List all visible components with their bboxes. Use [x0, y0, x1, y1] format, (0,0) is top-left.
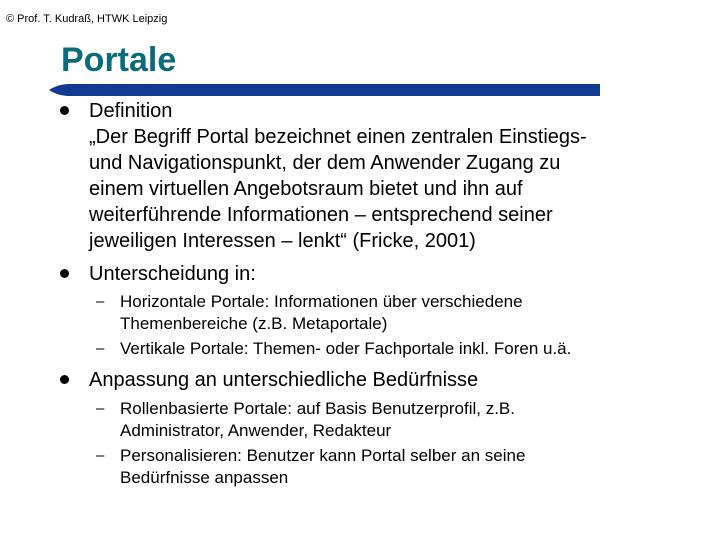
subitem-personalisieren — [96, 445, 526, 489]
subitem-line: Vertikale Portale: Themen- oder Fachportale inkl. Foren u.ä. — [120, 339, 572, 358]
bullet-line: jeweiligen Interessen – lenkt“ (Fricke, 2001) — [89, 230, 476, 252]
dash-marker: – — [96, 400, 105, 417]
bullet-line: Unterscheidung in: — [89, 263, 256, 285]
subitem-line: Themenbereiche (z.B. Metaportale) — [120, 314, 388, 333]
bullet-line: weiterführende Informationen – entsprechend seiner — [89, 204, 553, 226]
dash-marker: – — [96, 447, 105, 464]
subitem-line: Horizontale Portale: Informationen über verschiedene — [120, 292, 523, 311]
bullet-dot — [60, 106, 69, 115]
title-underline-bar — [49, 84, 600, 96]
dash-marker: – — [96, 293, 105, 310]
bullet-line: „Der Begriff Portal bezeichnet einen zentralen Einstiegs- — [89, 126, 587, 148]
bullet-unterscheidung — [89, 261, 256, 287]
subitem-horizontal-portale — [96, 291, 523, 335]
bullet-line: und Navigationspunkt, der dem Anwender Zugang zu — [89, 152, 561, 174]
bullet-line: Anpassung an unterschiedliche Bedürfnisse — [89, 369, 479, 391]
bullet-line: Definition — [89, 100, 173, 122]
bullet-anpassung — [89, 367, 478, 393]
bullet-definition — [89, 98, 587, 254]
copyright-notice: © Prof. T. Kudraß, HTWK Leipzig — [6, 13, 168, 25]
subitem-rollenbasierte-portale — [96, 398, 515, 442]
bullet-line: einem virtuellen Angebotsraum bietet und ihn auf — [89, 178, 523, 200]
slide-title: Portale — [61, 41, 177, 79]
subitem-line: Rollenbasierte Portale: auf Basis Benutzerprofil, z.B. — [120, 399, 515, 418]
subitem-line: Personalisieren: Benutzer kann Portal selber an seine — [120, 446, 526, 465]
bullet-dot — [60, 269, 69, 278]
dash-marker: – — [96, 340, 105, 357]
subitem-line: Bedürfnisse anpassen — [120, 468, 289, 487]
subitem-vertikale-portale — [96, 338, 572, 360]
subitem-line: Administrator, Anwender, Redakteur — [120, 421, 392, 440]
bullet-dot — [60, 375, 69, 384]
